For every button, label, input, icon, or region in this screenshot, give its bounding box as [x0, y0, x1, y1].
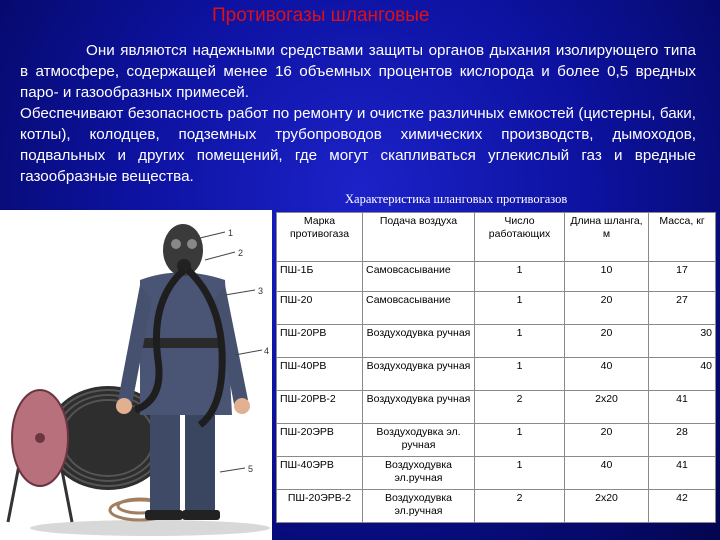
cell-hose-length: 2х20 — [565, 391, 649, 424]
cell-brand: ПШ-20 — [277, 292, 363, 325]
gas-mask-illustration — [0, 210, 272, 540]
intro-paragraph-1: Они являются надежными средствами защиты органов дыхания изолирующего типа в атмосфере, содержащей менее 16 объемных процентов кислорода и более 0,5 вредных паро- и газообразных примесей. — [20, 42, 696, 101]
cell-air-supply: Воздуходувка ручная — [363, 358, 475, 391]
cell-mass: 41 — [649, 457, 716, 490]
table-row — [277, 292, 716, 325]
cell-hose-length: 20 — [565, 424, 649, 457]
header-mass: Масса, кг — [649, 213, 716, 262]
cell-hose-length: 40 — [565, 457, 649, 490]
gas-mask-spec-table — [276, 212, 716, 523]
cell-brand: ПШ-20РВ — [277, 325, 363, 358]
cell-air-supply: Воздуходувка эл. ручная — [363, 424, 475, 457]
cell-air-supply: Воздуходувка ручная — [363, 325, 475, 358]
header-workers: Число работающих — [475, 213, 565, 262]
intro-text — [20, 40, 696, 187]
page-number: 45 — [696, 506, 710, 520]
cell-brand: ПШ-20ЭРВ-2 — [277, 490, 363, 523]
cell-air-supply: Воздуходувка эл.ручная — [363, 457, 475, 490]
gas-mask-drawing — [0, 210, 272, 540]
cell-air-supply: Воздуходувка эл.ручная — [363, 490, 475, 523]
cell-air-supply: Воздуходувка ручная — [363, 391, 475, 424]
table-row — [277, 457, 716, 490]
table-caption: Характеристика шланговых противогазов — [345, 192, 568, 206]
cell-workers: 1 — [475, 424, 565, 457]
cell-workers: 2 — [475, 391, 565, 424]
cell-mass: 27 — [649, 292, 716, 325]
cell-brand: ПШ-20ЭРВ — [277, 424, 363, 457]
table-row — [277, 358, 716, 391]
cell-mass: 41 — [649, 391, 716, 424]
header-hose-length: Длина шланга, м — [565, 213, 649, 262]
cell-workers: 1 — [475, 457, 565, 490]
cell-air-supply: Самовсасывание — [363, 292, 475, 325]
person-leg — [185, 410, 215, 515]
callout-4: 4 — [264, 346, 270, 356]
cell-workers: 1 — [475, 358, 565, 391]
table-row — [277, 424, 716, 457]
cell-brand: ПШ-1Б — [277, 262, 363, 292]
callout-5: 5 — [248, 464, 254, 474]
cell-mass: 28 — [649, 424, 716, 457]
table-row — [277, 325, 716, 358]
cell-air-supply: Самовсасывание — [363, 262, 475, 292]
cell-hose-length: 10 — [565, 262, 649, 292]
table-row — [277, 490, 716, 523]
person-hand — [116, 398, 132, 414]
cell-hose-length: 20 — [565, 292, 649, 325]
table-header-row — [277, 213, 716, 262]
person-boot — [145, 510, 183, 520]
cell-workers: 1 — [475, 262, 565, 292]
table-row — [277, 391, 716, 424]
cell-workers: 1 — [475, 325, 565, 358]
intro-paragraph-2: Обеспечивают безопасность работ по ремонту и очистке различных емкостей (цистерны, баки, котлы), колодцев, подземных трубопроводов химических производств, дымоходов, подвальных и других помещений, где могут скапливаться углекислый газ и вредные газообразные вещества. — [20, 105, 696, 185]
callout-1: 1 — [228, 228, 234, 238]
person-leg — [150, 410, 180, 515]
cell-mass: 30 — [649, 325, 716, 358]
mask-eyepiece — [171, 239, 181, 249]
table-row — [277, 262, 716, 292]
cell-workers: 2 — [475, 490, 565, 523]
header-brand: Марка противогаза — [277, 213, 363, 262]
callout-3: 3 — [258, 286, 264, 296]
person-hand — [234, 398, 250, 414]
cell-mass: 17 — [649, 262, 716, 292]
hose-reel-hub — [35, 433, 45, 443]
header-air-supply: Подача воздуха — [363, 213, 475, 262]
cell-brand: ПШ-40ЭРВ — [277, 457, 363, 490]
cell-brand: ПШ-40РВ — [277, 358, 363, 391]
cell-hose-length: 40 — [565, 358, 649, 391]
person-boot — [182, 510, 220, 520]
cell-brand: ПШ-20РВ-2 — [277, 391, 363, 424]
floor-shadow — [30, 520, 270, 536]
cell-hose-length: 20 — [565, 325, 649, 358]
cell-mass: 42 — [649, 490, 716, 523]
cell-mass: 40 — [649, 358, 716, 391]
callout-2: 2 — [238, 248, 244, 258]
slide-title: Противогазы шланговые — [212, 5, 430, 26]
cell-workers: 1 — [475, 292, 565, 325]
mask-eyepiece — [187, 239, 197, 249]
cell-hose-length: 2х20 — [565, 490, 649, 523]
